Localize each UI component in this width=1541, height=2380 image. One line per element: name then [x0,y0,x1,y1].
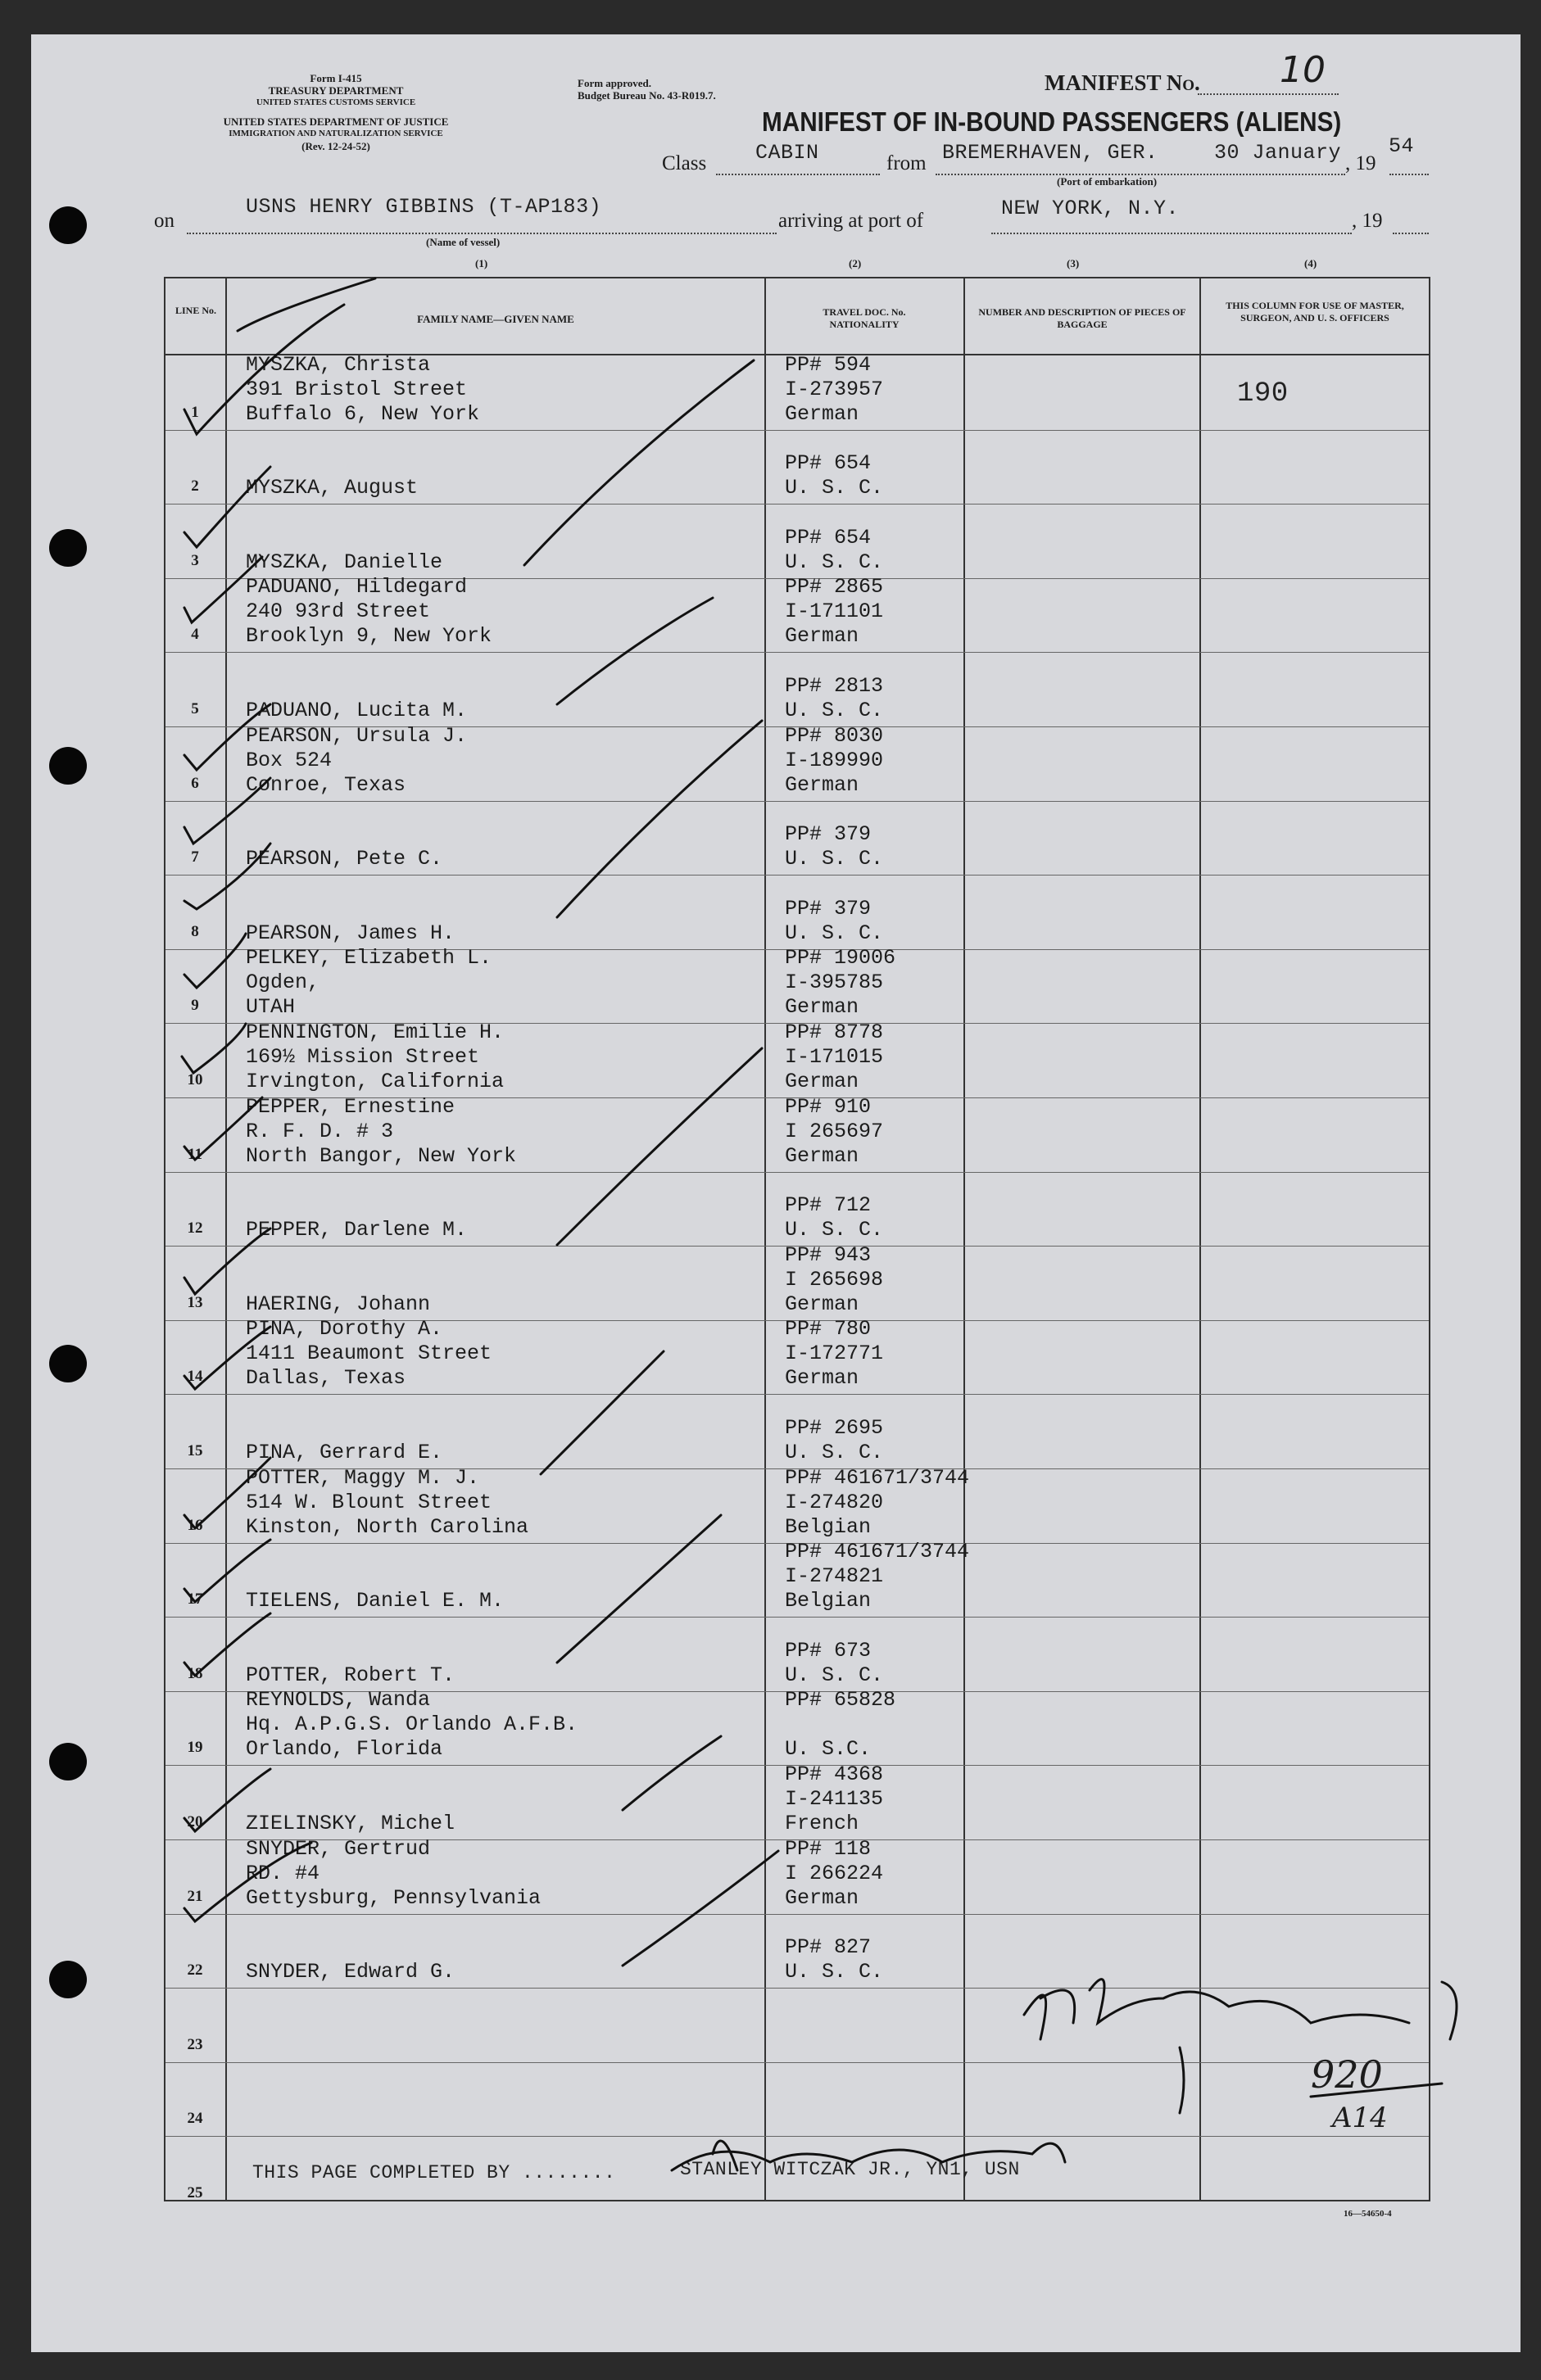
travel-doc: PP# 379 [785,896,872,921]
manifest-no-label: MANIFEST No. [1045,70,1200,95]
travel-doc: PP# 8030 [785,723,884,748]
passenger-name: PEARSON, Ursula J. [246,723,468,748]
note-underline [1311,2084,1442,2097]
inspector-note-920: 920 [1311,2052,1383,2097]
passenger-address: Orlando, Florida [246,1737,443,1762]
slash-mark [541,1351,664,1474]
arrival-year-prefix: , 19 [1352,210,1383,232]
col-num-1: (1) [475,257,488,269]
arriving-label: arriving at port of [778,210,924,232]
passenger-name: PEPPER, Ernestine [246,1094,456,1119]
manifest-number: 10 [1280,49,1326,91]
print-code: 16—54650-4 [1344,2209,1392,2219]
nationality: German [785,1143,859,1168]
nationality: German [785,1885,859,1910]
nationality: U. S. C. [785,1960,884,1984]
port-embark-caption: (Port of embarkation) [1057,175,1158,188]
nationality: German [785,401,859,426]
alien-reg-no: I-171015 [785,1045,884,1069]
check-mark [184,1843,311,1921]
passenger-name: MYSZKA, Christa [246,352,431,377]
check-mark [184,557,262,622]
travel-doc: PP# 461671/3744 [785,1540,970,1564]
budget-bureau: Budget Bureau No. 43-R019.7. [578,89,716,102]
line-number: 21 [187,1887,203,1905]
embark-port: BREMERHAVEN, GER. [942,141,1158,165]
line-number: 8 [191,922,199,940]
class-label: Class [662,152,707,174]
nationality: U. S. C. [785,1663,884,1687]
line-number: 22 [187,1961,203,1980]
passenger-name: PINA, Dorothy A. [246,1317,443,1342]
passenger-address: Box 524 [246,748,333,772]
vessel-name: USNS HENRY GIBBINS (T-AP183) [246,195,602,219]
nationality: German [785,1366,859,1391]
check-mark [184,1540,270,1602]
passenger-name: SNYDER, Gertrud [246,1836,431,1861]
nationality: U. S. C. [785,1218,884,1242]
check-mark [184,934,246,988]
travel-doc: PP# 2813 [785,674,884,698]
nationality: U. S. C. [785,550,884,574]
travel-doc: PP# 8778 [785,1020,884,1044]
line-number: 1 [191,403,199,421]
passenger-address: Kinston, North Carolina [246,1514,529,1539]
treasury-dept: TREASURY DEPARTMENT [268,84,404,97]
passenger-name: PENNINGTON, Emilie H. [246,1020,505,1044]
travel-doc: PP# 4368 [785,1762,884,1786]
passenger-address: R. F. D. # 3 [246,1119,394,1143]
passenger-name: PEARSON, James H. [246,921,456,945]
travel-doc: PP# 379 [785,822,872,847]
alien-reg-no: I-273957 [785,377,884,401]
line-number: 25 [187,2184,203,2201]
travel-doc: PP# 65828 [785,1688,896,1713]
passenger-address: 514 W. Blount Street [246,1490,492,1514]
col-num-2: (2) [849,257,862,269]
line-number: 19 [187,1739,203,1757]
nationality: U. S. C. [785,699,884,722]
passenger-name: ZIELINSKY, Michel [246,1812,456,1835]
alien-reg-no: I 266224 [785,1861,884,1885]
completed-by-label: THIS PAGE COMPLETED BY ........ [252,2162,616,2183]
passenger-address: Brooklyn 9, New York [246,624,492,649]
slash-mark [557,721,762,917]
passenger-name: TIELENS, Daniel E. M. [246,1589,505,1613]
revision: (Rev. 12-24-52) [301,140,370,152]
travel-doc: PP# 594 [785,352,872,377]
passenger-name: POTTER, Maggy M. J. [246,1465,480,1490]
check-mark [184,1769,270,1831]
slash-mark [557,598,713,704]
passenger-address: Ogden, [246,971,320,995]
passenger-name: PADUANO, Lucita M. [246,699,468,722]
nationality: German [785,1292,859,1316]
nationality: Belgian [785,1589,872,1613]
ins-service: IMMIGRATION AND NATURALIZATION SERVICE [229,129,443,138]
passenger-name: POTTER, Robert T. [246,1663,456,1687]
nationality: U. S. C. [785,476,884,500]
check-mark [184,1097,262,1160]
travel-doc: PP# 118 [785,1836,872,1861]
col-line-header: LINE No. [174,305,216,316]
line-number: 23 [187,2035,203,2053]
col-doc-header: TRAVEL DOC. No. NATIONALITY [823,306,906,330]
nationality: U. S. C. [785,1441,884,1464]
line-number: 20 [187,1813,203,1830]
alien-reg-no: I-274820 [785,1490,884,1514]
alien-reg-no: I 265698 [785,1267,884,1292]
passenger-name: PEPPER, Darlene M. [246,1218,468,1242]
nationality: U. S.C. [785,1737,872,1762]
line-number: 17 [187,1590,203,1609]
line-number: 13 [187,1293,203,1311]
slash-mark [557,1515,721,1663]
line-number: 2 [191,477,199,495]
arrival-port: NEW YORK, N.Y. [1001,197,1180,220]
check-mark [184,467,270,547]
line-number: 24 [187,2110,203,2128]
passenger-name: PELKEY, Elizabeth L. [246,946,492,971]
check-mark [184,778,270,844]
customs-service: UNITED STATES CUSTOMS SERVICE [256,97,416,107]
travel-doc: PP# 673 [785,1638,872,1663]
nationality: Belgian [785,1514,872,1539]
travel-doc: PP# 943 [785,1242,872,1267]
alien-reg-no: I-395785 [785,971,884,995]
passenger-address: Conroe, Texas [246,772,406,797]
travel-doc: PP# 2695 [785,1416,884,1440]
manifest-title: MANIFEST OF IN-BOUND PASSENGERS (ALIENS) [762,106,1342,137]
check-mark [184,1613,270,1676]
nationality: German [785,1070,859,1093]
alien-reg-no: I-241135 [785,1787,884,1811]
alien-reg-no: I-172771 [785,1342,884,1366]
vessel-caption: (Name of vessel) [426,236,501,248]
year-prefix: , 19 [1345,152,1376,174]
passenger-address: Dallas, Texas [246,1366,406,1391]
passenger-name: REYNOLDS, Wanda [246,1688,431,1713]
slash-mark [524,360,754,565]
travel-doc: PP# 780 [785,1317,872,1342]
passenger-name: PINA, Gerrard E. [246,1441,443,1464]
inspector-signature [1024,1980,1457,2039]
travel-doc: PP# 910 [785,1094,872,1119]
check-mark [184,1327,270,1389]
passenger-address: Irvington, California [246,1070,505,1093]
passenger-name: PEARSON, Pete C. [246,847,443,871]
clerk-signature-stroke [713,2141,737,2170]
completed-by-name: STANLEY WITCZAK JR., YN1, USN [680,2159,1020,2180]
slash-mark [557,1048,762,1245]
travel-doc: PP# 654 [785,451,872,476]
on-label: on [154,210,174,232]
passenger-address: 240 93rd Street [246,600,431,624]
passenger-address: Buffalo 6, New York [246,401,480,426]
passenger-address: 391 Bristol Street [246,377,468,401]
nationality: German [785,995,859,1020]
line-number: 16 [187,1516,203,1534]
check-mark [182,1024,246,1073]
line-number: 6 [191,774,199,792]
travel-doc: PP# 19006 [785,946,896,971]
line-number: 10 [187,1071,203,1088]
passenger-name: SNYDER, Edward G. [246,1960,456,1984]
check-mark [184,1228,270,1294]
passenger-address: 169½ Mission Street [246,1045,480,1069]
passenger-name: MYSZKA, Danielle [246,550,443,574]
passenger-name: HAERING, Johann [246,1292,431,1316]
slash-mark [238,278,375,331]
from-label: from [886,152,927,174]
travel-doc: PP# 827 [785,1935,872,1960]
inspector-tick [1180,2047,1184,2113]
embark-date: 30 January [1214,141,1342,165]
nationality: French [785,1812,859,1835]
passenger-address: RD. #4 [246,1861,320,1885]
check-mark [184,704,270,770]
nationality: German [785,624,859,649]
passenger-name: MYSZKA, August [246,476,419,500]
clerk-signature [672,2143,1065,2170]
line-number: 9 [191,997,199,1015]
year-suffix: 54 [1389,134,1415,158]
alien-reg-no: I-189990 [785,748,884,772]
travel-doc: PP# 654 [785,525,872,550]
passenger-address: 1411 Beaumont Street [246,1342,492,1366]
check-mark [184,305,344,434]
passenger-address: Hq. A.P.G.S. Orlando A.F.B. [246,1713,578,1737]
nationality: U. S. C. [785,921,884,945]
nationality: U. S. C. [785,847,884,871]
travel-doc: PP# 2865 [785,575,884,600]
line-number: 7 [191,848,199,866]
passenger-address: Gettysburg, Pennsylvania [246,1885,542,1910]
travel-doc: PP# 712 [785,1193,872,1218]
nationality: German [785,772,859,797]
class-value: CABIN [755,141,819,165]
alien-reg-no: I 265697 [785,1119,884,1143]
col-officers-header: THIS COLUMN FOR USE OF MASTER, SURGEON, AND U. S. OFFICERS [1226,300,1404,324]
alien-reg-no: I-171101 [785,600,884,624]
line-number: 4 [191,626,199,644]
col-num-4: (4) [1304,257,1317,269]
inspector-note-a14: A14 [1332,2102,1388,2134]
travel-doc: PP# 461671/3744 [785,1465,970,1490]
officer-note-190: 190 [1237,378,1289,409]
passenger-address: North Bangor, New York [246,1143,517,1168]
line-number: 18 [187,1664,203,1682]
passenger-name: PADUANO, Hildegard [246,575,468,600]
slash-mark [623,1851,778,1966]
alien-reg-no: I-274821 [785,1564,884,1589]
line-number: 3 [191,551,199,569]
line-number: 14 [187,1368,203,1386]
form-approved: Form approved. [578,77,652,89]
col-baggage-header: NUMBER AND DESCRIPTION OF PIECES OF BAGGAGE [978,306,1186,330]
col-num-3: (3) [1067,257,1080,269]
line-number: 15 [187,1442,203,1459]
check-mark [184,1458,270,1528]
slash-mark [623,1736,721,1810]
line-number: 5 [191,700,199,717]
check-mark [184,844,270,909]
line-number: 11 [188,1145,202,1163]
line-number: 12 [187,1219,203,1238]
passenger-address: UTAH [246,995,296,1020]
col-name-header: FAMILY NAME—GIVEN NAME [417,313,574,325]
form-id: Form I-415 [310,72,362,84]
justice-dept: UNITED STATES DEPARTMENT OF JUSTICE [223,115,449,128]
